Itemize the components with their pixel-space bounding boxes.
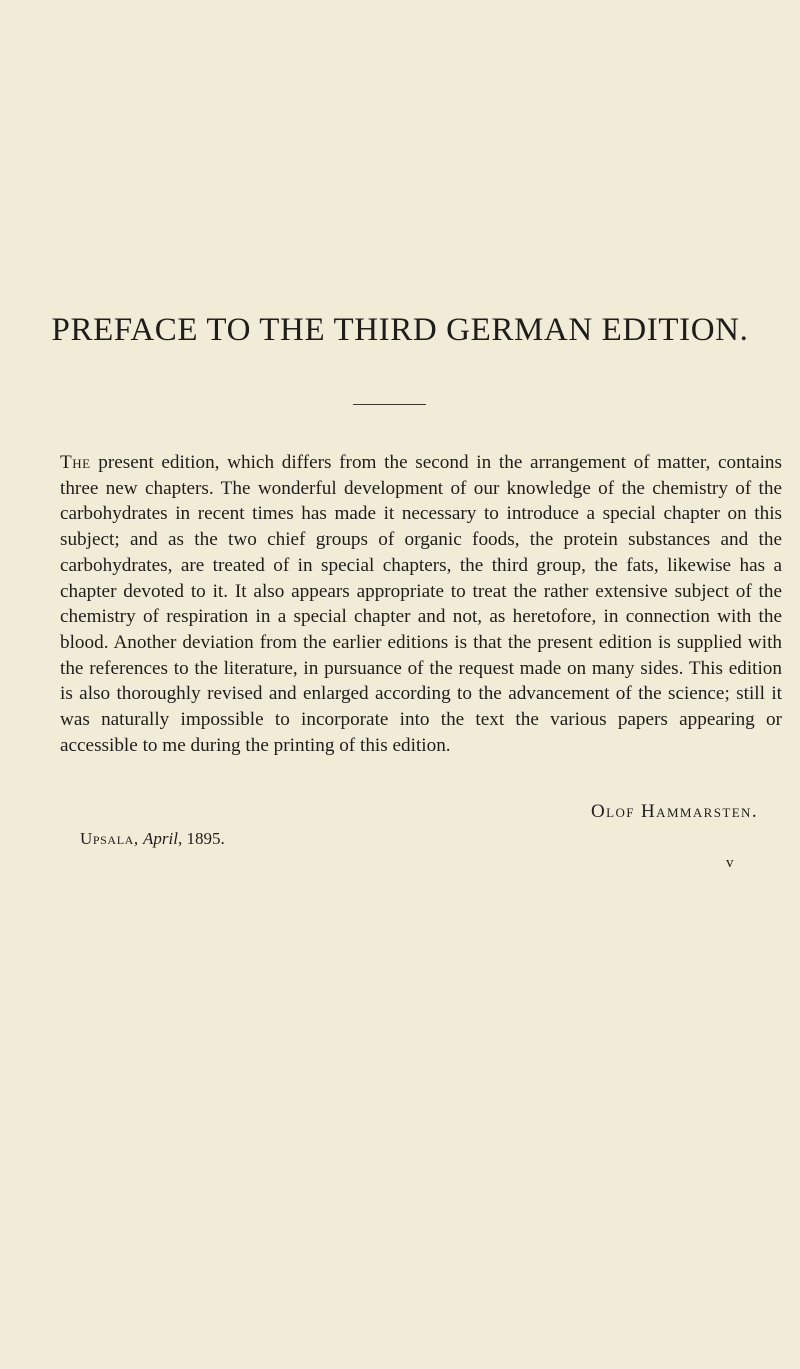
title-divider	[353, 404, 426, 405]
page-number: v	[726, 855, 734, 871]
place-date-line	[80, 829, 225, 849]
place-name: Upsala,	[80, 829, 139, 848]
lead-word: The	[60, 452, 91, 473]
page-title: PREFACE TO THE THIRD GERMAN EDITION.	[51, 312, 749, 348]
month: April,	[143, 829, 183, 848]
year: 1895.	[186, 829, 225, 848]
paragraph-text: present edition, which differs from the second in the arrangement of matter, contains three new chapters. The wonderful development of our knowledge of the chemistry of the carbohydrates in recent times has made it necessary to introduce a special chapter on this subject; and as the two chief groups of organic foods, the protein substances and the carbohydrates, are treated of in special chapters, the third group, the fats, likewise has a chapter devoted to it. It also appears appropriate to treat the rather extensive subject of the chemistry of respiration in a special chapter and not, as heretofore, in connection with the blood. Another deviation from the earlier editions is that the present edition is supplied with the references to the literature, in pursuance of the request made on many sides. This edition is also thoroughly revised and enlarged according to the advancement of the science; still it was naturally impossible to incorporate into the text the various papers appearing or accessible to me during the printing of this edition.	[60, 452, 782, 756]
author-signature: Olof Hammarsten.	[591, 801, 758, 822]
preface-paragraph	[60, 450, 782, 758]
